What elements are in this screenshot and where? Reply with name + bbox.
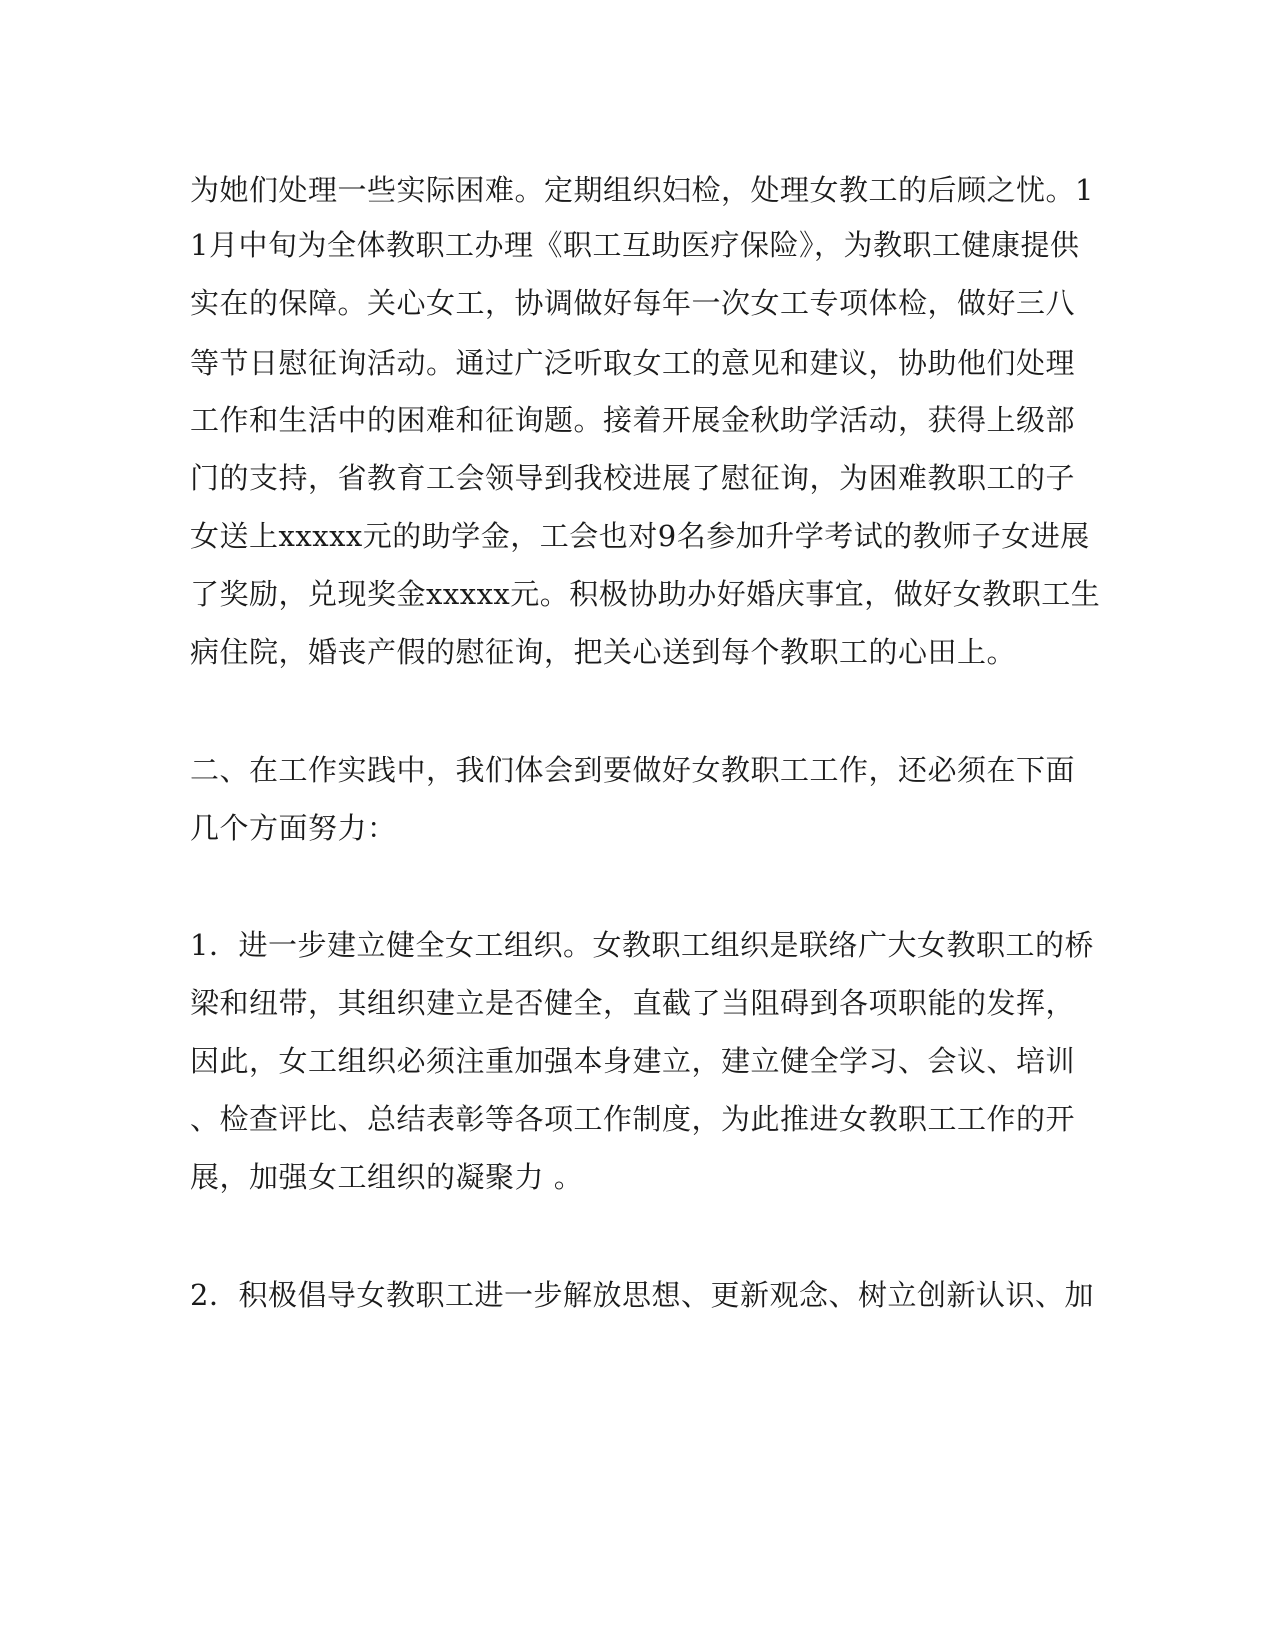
- paragraph-1-line-4: 等节日慰征询活动。通过广泛听取女工的意见和建议，协助他们处理: [190, 346, 1076, 380]
- item-2-line-1: 2．积极倡导女教职工进一步解放思想、更新观念、树立创新认识、加: [190, 1278, 1094, 1312]
- paragraph-1-line-1: 为她们处理一些实际困难。定期组织妇检，处理女教工的后顾之忧。1: [190, 173, 1094, 207]
- paragraph-1-line-7: 女送上xxxxx元的助学金，工会也对9名参加升学考试的教师子女进展: [190, 519, 1090, 553]
- paragraph-1-line-8: 了奖励，兑现奖金xxxxx元。积极协助办好婚庆事宜，做好女教职工生: [190, 577, 1101, 611]
- section-2-line-1: 二、在工作实践中，我们体会到要做好女教职工工作，还必须在下面: [190, 753, 1076, 787]
- paragraph-1-line-2: 1月中旬为全体教职工办理《职工互助医疗保险》，为教职工健康提供: [190, 228, 1080, 262]
- item-1-line-5: 展，加强女工组织的凝聚力 。: [190, 1160, 584, 1194]
- paragraph-1-line-5: 工作和生活中的困难和征询题。接着开展金秋助学活动，获得上级部: [190, 403, 1076, 437]
- item-1-line-1: 1．进一步建立健全女工组织。女教职工组织是联络广大女教职工的桥: [190, 928, 1094, 962]
- paragraph-1-line-9: 病住院，婚丧产假的慰征询，把关心送到每个教职工的心田上。: [190, 635, 1017, 669]
- item-1-line-4: 、检查评比、总结表彰等各项工作制度，为此推进女教职工工作的开: [190, 1102, 1076, 1136]
- section-2-line-2: 几个方面努力：: [190, 811, 397, 845]
- paragraph-1-line-6: 门的支持，省教育工会领导到我校进展了慰征询，为困难教职工的子: [190, 461, 1076, 495]
- paragraph-1-line-3: 实在的保障。关心女工，协调做好每年一次女工专项体检，做好三八: [190, 286, 1076, 320]
- item-1-line-2: 梁和纽带，其组织建立是否健全，直截了当阻碍到各项职能的发挥，: [190, 986, 1076, 1020]
- item-1-line-3: 因此，女工组织必须注重加强本身建立，建立健全学习、会议、培训: [190, 1044, 1076, 1078]
